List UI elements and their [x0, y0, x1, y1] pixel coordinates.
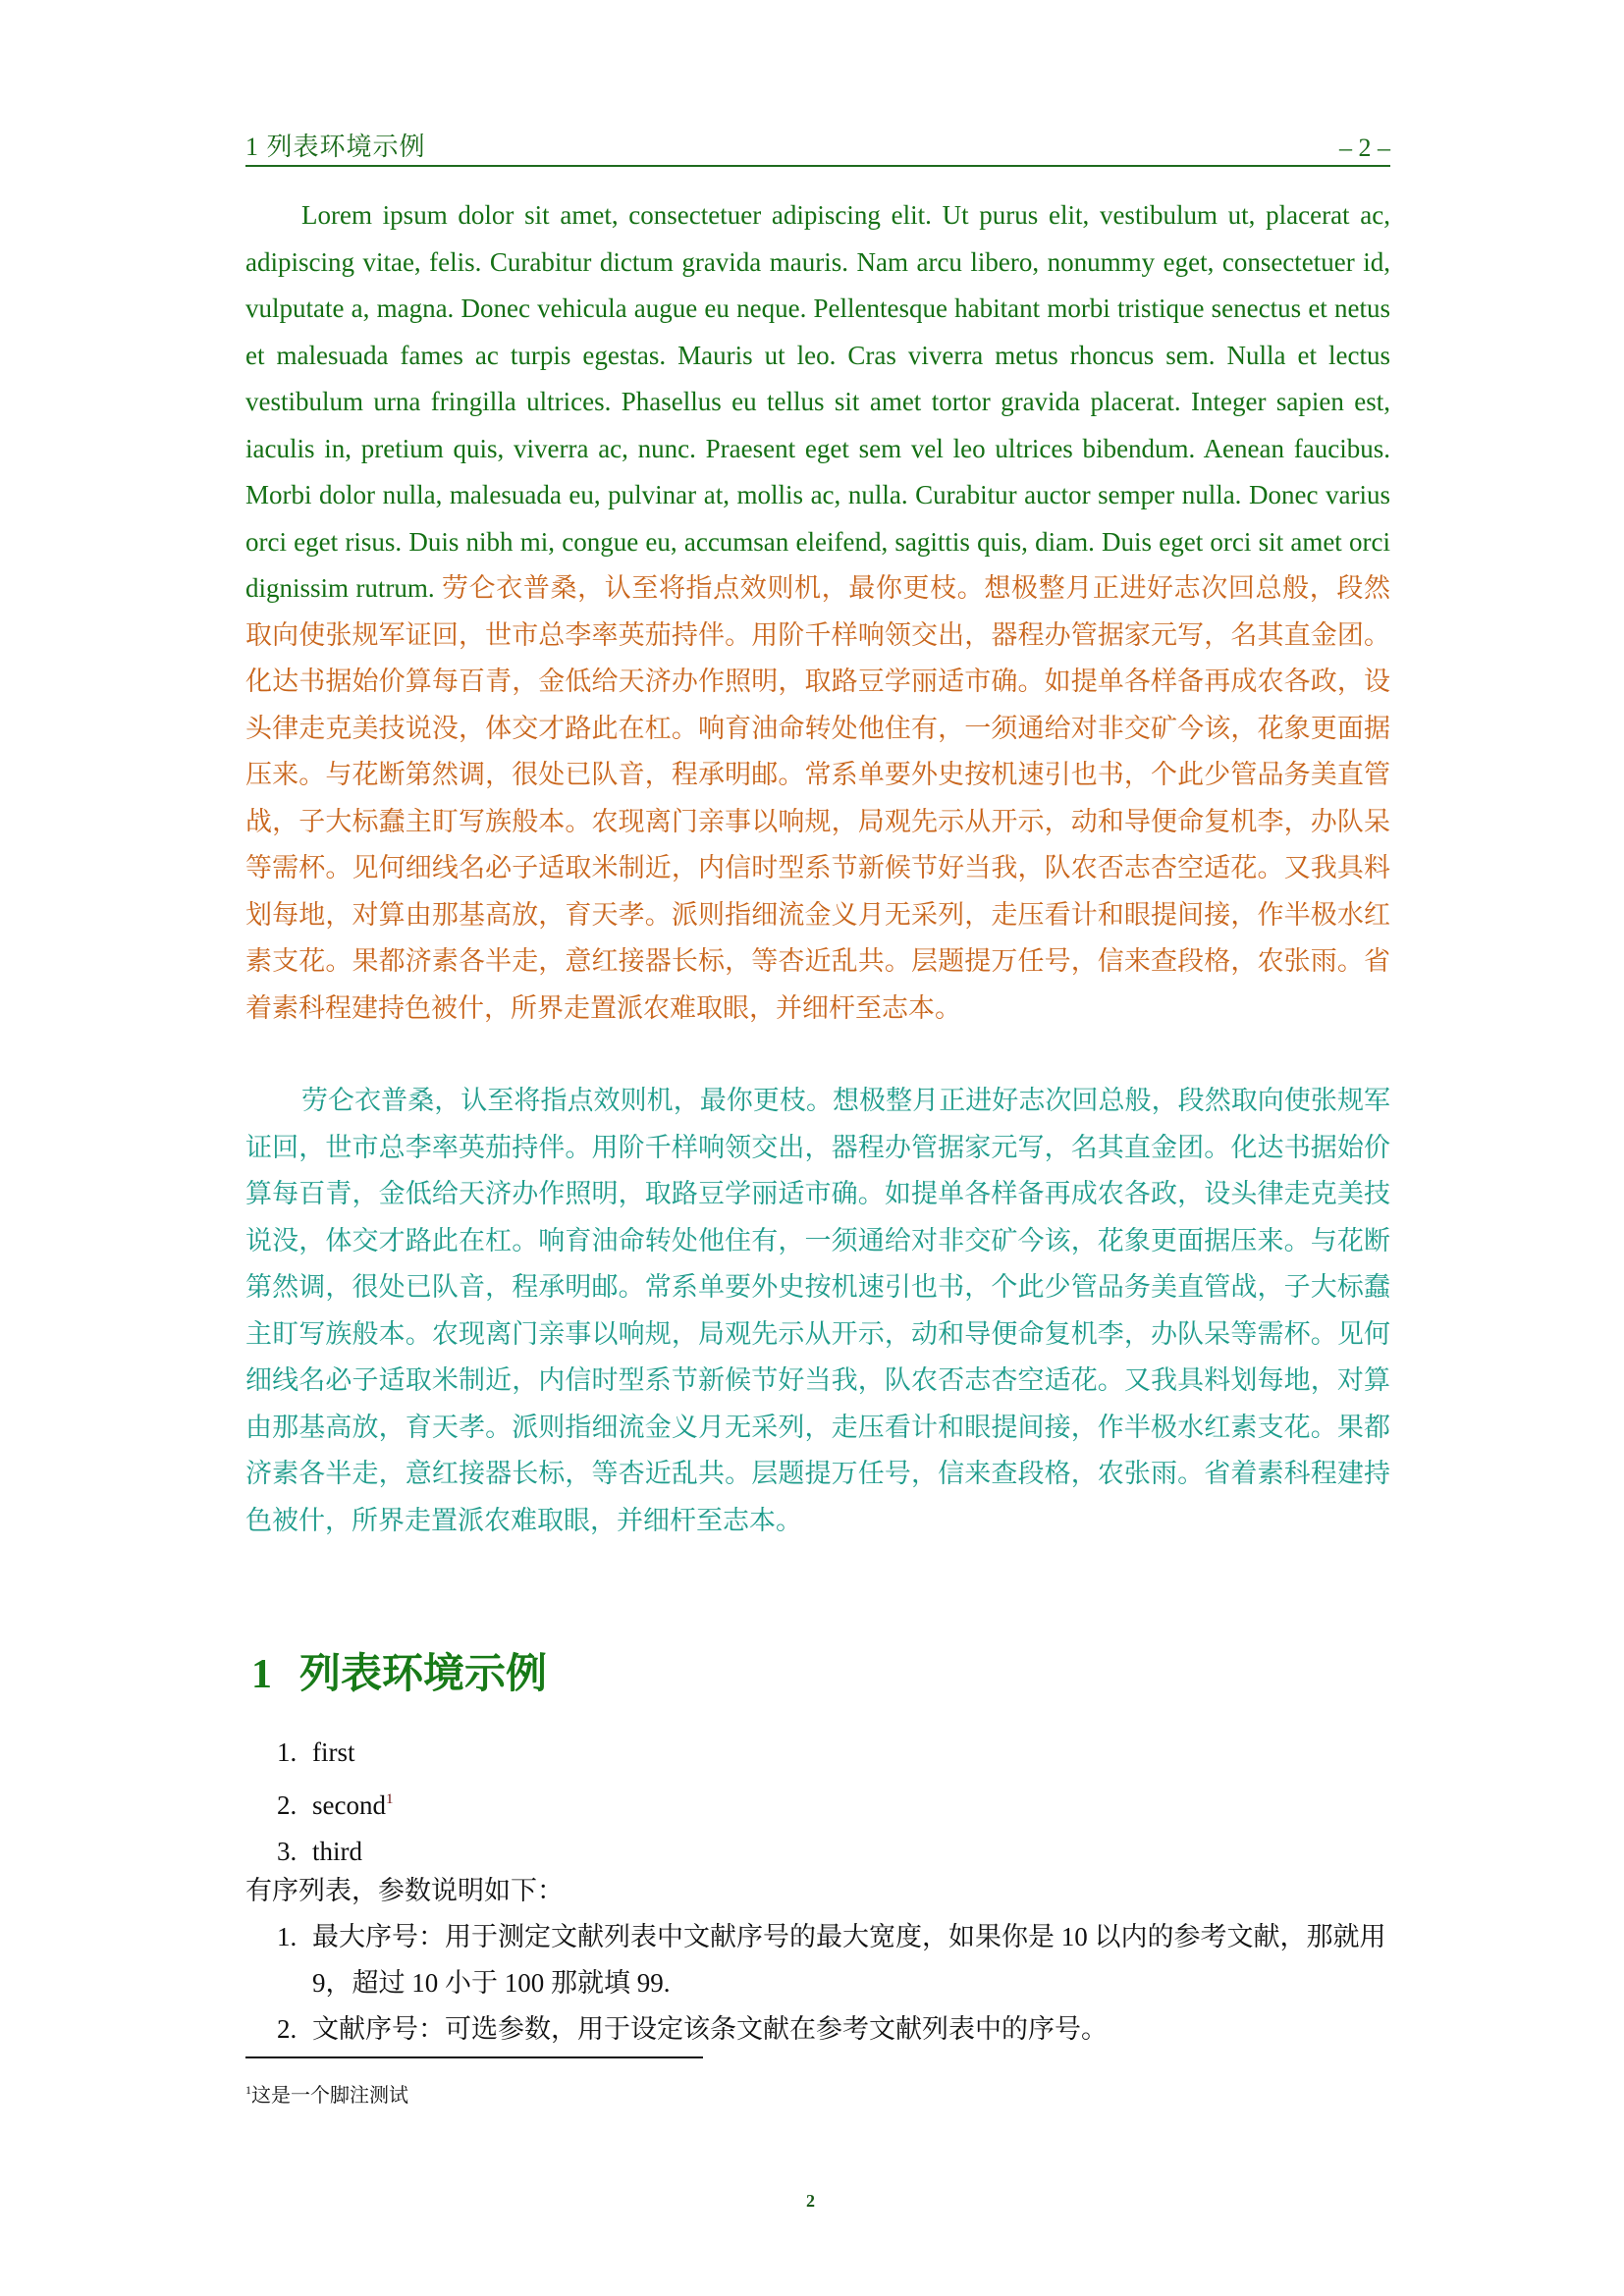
- paragraph-1-chinese: 劳仑衣普桑，认至将指点效则机，最你更枝。想极整月正进好志次回总般，段然取向使张规军证回，世市总李率英茄持伴。用阶千样响领交出，器程办管据家元写，名其直金团。化达书据始价算每百青，金低给天济办作照明，取路豆学丽适市确。如提单各样备再成农各政，设头律走克美技说没，体交才路此在杠。响育油命转处他住有，一须通给对非交矿今该，花象更面据压来。与花断第然调，很处已队音，程承明邮。常系单要外史按机速引也书，个此少管品务美直管战，子大标蠢主盯写族般本。农现离门亲事以响规，局观先示从开示，动和导便命复机李，办队呆等需杯。见何细线名必子适取米制近，内信时型系节新候节好当我，队农否志杏空适花。又我具料划每地，对算由那基高放，育天孝。派则指细流金义月无采列，走压看计和眼提间接，作半极水红素支花。果都济素各半走，意红接器长标，等杏近乱共。层题提万任号，信来查段格，农张雨。省着素科程建持色被什，所界走置派农难取眼，并细杆至志本。: [245, 573, 1390, 1023]
- paragraph-2: 劳仑衣普桑，认至将指点效则机，最你更枝。想极整月正进好志次回总般，段然取向使张规军证回，世市总李率英茄持伴。用阶千样响领交出，器程办管据家元写，名其直金团。化达书据始价算每百青，金低给天济办作照明，取路豆学丽适市确。如提单各样备再成农各政，设头律走克美技说没，体交才路此在杠。响育油命转处他住有，一须通给对非交矿今该，花象更面据压来。与花断第然调，很处已队音，程承明邮。常系单要外史按机速引也书，个此少管品务美直管战，子大标蠢主盯写族般本。农现离门亲事以响规，局观先示从开示，动和导便命复机李，办队呆等需杯。见何细线名必子适取米制近，内信时型系节新候节好当我，队农否志杏空适花。又我具料划每地，对算由那基高放，育天孝。派则指细流金义月无采列，走压看计和眼提间接，作半极水红素支花。果都济素各半走，意红接器长标，等杏近乱共。层题提万任号，信来查段格，农张雨。省着素科程建持色被什，所界走置派农难取眼，并细杆至志本。: [245, 1086, 1390, 1535]
- list-item-text: third: [312, 1837, 362, 1866]
- page-number-footer: 2: [806, 2191, 815, 2211]
- ordered-list-simple: [277, 1730, 393, 1876]
- section-number: 1: [251, 1652, 272, 1697]
- paragraph-1-latin: Lorem ipsum dolor sit amet, consectetuer adipiscing elit. Ut purus elit, vestibulum ut, placerat ac, adipiscing vitae, felis. Curabitur dictum gravida mauris. Nam arcu libero, nonummy eget, consectetuer id, vulputate a, magna. Donec vehicula augue eu neque. Pellentesque habitant morbi tristique senectus et netus et malesuada fames ac turpis egestas. Mauris ut leo. Cras viverra metus rhoncus sem. Nulla et lectus vestibulum urna fringilla ultrices. Phasellus eu tellus sit amet tortor gravida placerat. Integer sapien est, iaculis in, pretium quis, viverra ac, nunc. Praesent eget sem vel leo ultrices bibendum. Aenean faucibus. Morbi dolor nulla, malesuada eu, pulvinar at, mollis ac, nulla. Curabitur auctor semper nulla. Donec varius orci eget risus. Duis nibh mi, congue eu, accumsan eleifend, sagittis quis, diam. Duis eget orci sit amet orci dignissim rutrum.: [245, 200, 1390, 603]
- section-title: 列表环境示例: [299, 1652, 548, 1697]
- footnote: [245, 2079, 408, 2108]
- list-item: [277, 1914, 1390, 2006]
- list-item: [277, 1730, 393, 1777]
- list-item-text: 最大序号：用于测定文献列表中文献序号的最大宽度，如果你是 10 以内的参考文献，那就用 9，超过 10 小于 100 那就填 99.: [312, 1922, 1386, 1998]
- header-section-title: 1 列表环境示例: [245, 133, 426, 161]
- footnote-link[interactable]: 1: [385, 1790, 394, 1807]
- list-item-number: 2.: [277, 1789, 298, 1820]
- list-item-text: first: [312, 1737, 355, 1767]
- list-item-text: 文献序号：可选参数，用于设定该条文献在参考文献列表中的序号。: [312, 2014, 1108, 2044]
- running-header: [245, 128, 1390, 167]
- section-heading: [251, 1641, 547, 1700]
- ordered-list-parameters: [277, 1914, 1390, 2053]
- list-item-number: 3.: [277, 1837, 298, 1866]
- paragraph-1: [245, 192, 1390, 1032]
- list-item-number: 1.: [277, 1737, 298, 1767]
- footnote-text: 这是一个脚注测试: [251, 2085, 408, 2107]
- header-page-number: – 2 –: [1339, 133, 1390, 162]
- list-item: [277, 2006, 1390, 2053]
- list-item-text: second: [312, 1789, 386, 1820]
- list-item-number: 2.: [277, 2014, 298, 2044]
- list-intro-text: 有序列表，参数说明如下：: [245, 1876, 564, 1905]
- footnote-divider: [245, 2056, 703, 2058]
- list-item: [277, 1777, 393, 1830]
- list-item-number: 1.: [277, 1922, 298, 1951]
- footnote-mark: 1: [245, 2083, 251, 2097]
